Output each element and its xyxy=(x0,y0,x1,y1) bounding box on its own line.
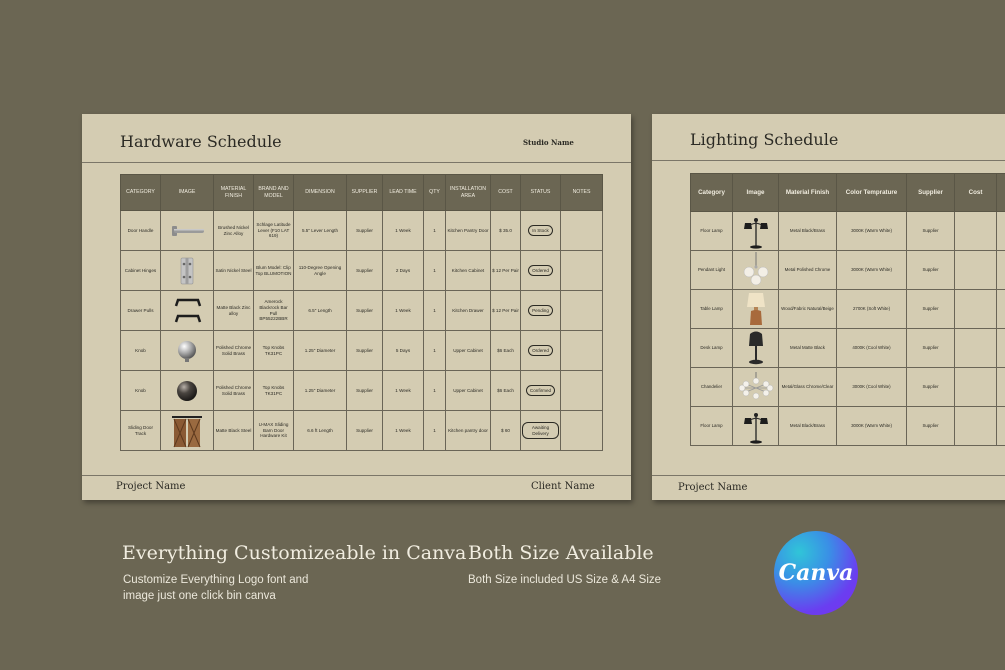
cost-cell xyxy=(955,290,997,329)
dimension-cell: 110-Degree Opening Angle xyxy=(294,251,347,291)
drawer-pull-icon xyxy=(162,296,212,326)
category-cell: Pendant Light xyxy=(691,251,733,290)
installation-area-cell: Kitchen Cabinet xyxy=(446,251,491,291)
table-row xyxy=(691,407,1005,446)
category-cell: Sliding Door Track xyxy=(121,411,161,451)
cost-cell: $6 Each xyxy=(491,371,521,411)
supplier-cell: Supplier xyxy=(907,290,955,329)
supplier-cell: Supplier xyxy=(347,371,383,411)
image-cell xyxy=(733,212,779,251)
dimension-cell: 1.25" Diameter xyxy=(294,371,347,411)
finish-cell: Metal/Glass Chrome/Clear xyxy=(779,368,837,407)
dimension-cell: 6.5" Length xyxy=(294,291,347,331)
category-cell: Floor Lamp xyxy=(691,212,733,251)
finish-cell: Polished Chrome Solid Brass xyxy=(214,371,254,411)
table-lamp-icon xyxy=(734,291,777,327)
image-cell xyxy=(733,329,779,368)
cost-cell xyxy=(955,407,997,446)
brand-cell: Blum Model: Clip Top BLUMOTION xyxy=(254,251,294,291)
installation-area-cell: Upper Cabinet xyxy=(446,371,491,411)
qty-cell: 1 xyxy=(424,211,446,251)
finish-cell: Wood/Fabric Natural/Beige xyxy=(779,290,837,329)
lighting-schedule-sheet xyxy=(652,114,1005,500)
status-cell xyxy=(521,291,561,331)
column-header: BRAND AND MODEL xyxy=(254,175,294,211)
notes-cell xyxy=(561,291,603,331)
client-name: Client Name xyxy=(531,481,595,492)
qty-cell: 1 xyxy=(424,251,446,291)
column-header: IMAGE xyxy=(161,175,214,211)
table-row xyxy=(121,411,603,451)
column-header: DIMENSION xyxy=(294,175,347,211)
status-cell xyxy=(521,211,561,251)
notes-cell xyxy=(561,331,603,371)
lead-time-cell: 5 Days xyxy=(383,331,424,371)
table-row xyxy=(121,211,603,251)
cost-cell xyxy=(955,329,997,368)
column-header: QTY xyxy=(424,175,446,211)
image-cell xyxy=(161,251,214,291)
color-temperature-cell: 4000K (Cool White) xyxy=(837,329,907,368)
cost-cell: $ 12 Per Pair xyxy=(491,251,521,291)
installation-area-cell: Upper Cabinet xyxy=(446,331,491,371)
image-cell xyxy=(733,368,779,407)
cost-cell xyxy=(955,251,997,290)
column-header: SUPPLIER xyxy=(347,175,383,211)
category-cell: Desk Lamp xyxy=(691,329,733,368)
pendant-light-icon xyxy=(734,252,777,288)
promo-heading-right: Both Size Available xyxy=(468,542,654,564)
supplier-cell: Supplier xyxy=(347,331,383,371)
category-cell: Chandelier xyxy=(691,368,733,407)
lead-time-cell: 1 Week xyxy=(383,411,424,451)
table-row xyxy=(691,290,1005,329)
lighting-title: Lighting Schedule xyxy=(690,130,839,149)
image-cell xyxy=(161,411,214,451)
qty-cell: 1 xyxy=(424,331,446,371)
supplier-cell: Supplier xyxy=(907,368,955,407)
category-cell: Knob xyxy=(121,331,161,371)
cost-cell xyxy=(955,368,997,407)
promo-heading-left: Everything Customizeable in Canva xyxy=(122,542,467,564)
project-name: Project Name xyxy=(116,481,186,492)
column-header: LEAD TIME xyxy=(383,175,424,211)
table-row xyxy=(121,371,603,411)
floor-lamp-icon xyxy=(734,408,777,444)
barn-door-icon xyxy=(162,414,212,448)
column-header: NOTES xyxy=(561,175,603,211)
image-cell xyxy=(161,211,214,251)
image-cell xyxy=(733,290,779,329)
notes-cell xyxy=(561,371,603,411)
table-row xyxy=(121,331,603,371)
image-cell xyxy=(161,331,214,371)
lead-time-cell: 1 Week xyxy=(383,371,424,411)
supplier-cell: Supplier xyxy=(907,329,955,368)
finish-cell: Matte Black Steel xyxy=(214,411,254,451)
notes-cell xyxy=(561,251,603,291)
brand-cell: Amerock Blackrock Bar Pull BP55222BBR xyxy=(254,291,294,331)
color-temperature-cell: 3000K (Cool White) xyxy=(837,368,907,407)
status-cell xyxy=(521,251,561,291)
column-header: Image xyxy=(733,174,779,212)
cost-cell xyxy=(955,212,997,251)
brand-cell: Top Knobs TK31PC xyxy=(254,331,294,371)
qty-cell: 1 xyxy=(424,371,446,411)
image-cell xyxy=(733,407,779,446)
category-cell: Drawer Pulls xyxy=(121,291,161,331)
promo-text-right: Both Size included US Size & A4 Size xyxy=(468,574,662,586)
column-header: CATEGORY xyxy=(121,175,161,211)
cut-cell xyxy=(997,212,1005,251)
status-badge: Awaiting Delivery xyxy=(522,422,559,439)
color-temperature-cell: 3000K (Warm White) xyxy=(837,212,907,251)
brand-cell: Schlage Latitude Lever (F10 LAT 619) xyxy=(254,211,294,251)
table-row xyxy=(691,212,1005,251)
cut-cell xyxy=(997,290,1005,329)
image-cell xyxy=(733,251,779,290)
cut-cell xyxy=(997,407,1005,446)
supplier-cell: Supplier xyxy=(907,212,955,251)
footer-divider xyxy=(82,475,631,476)
finish-cell: Metal Black/Brass xyxy=(779,407,837,446)
table-row xyxy=(691,368,1005,407)
footer-divider xyxy=(652,475,1005,476)
cut-cell xyxy=(997,251,1005,290)
promo-text-left-1: Customize Everything Logo font and xyxy=(123,574,309,586)
dimension-cell: 5.5" Lever Length xyxy=(294,211,347,251)
installation-area-cell: Kitchen pantry door xyxy=(446,411,491,451)
supplier-cell: Supplier xyxy=(347,251,383,291)
qty-cell: 1 xyxy=(424,411,446,451)
supplier-cell: Supplier xyxy=(347,291,383,331)
status-cell xyxy=(521,371,561,411)
hinge-icon xyxy=(162,257,212,285)
cut-cell xyxy=(997,368,1005,407)
status-badge: Pending xyxy=(528,305,553,317)
table-row xyxy=(691,329,1005,368)
dark-knob-icon xyxy=(162,379,212,403)
installation-area-cell: Kitchen Pantry Door xyxy=(446,211,491,251)
cut-cell xyxy=(997,329,1005,368)
status-badge: Confirmed xyxy=(526,385,555,397)
chandelier-icon xyxy=(734,372,777,402)
finish-cell: Metal Polished Chrome xyxy=(779,251,837,290)
desk-lamp-icon xyxy=(734,330,777,366)
column-header-cut xyxy=(997,174,1005,212)
category-cell: Table Lamp xyxy=(691,290,733,329)
category-cell: Cabinet Hinges xyxy=(121,251,161,291)
hardware-title: Hardware Schedule xyxy=(120,132,282,151)
promo-text-left-2: image just one click bin canva xyxy=(123,590,276,602)
brand-cell: U-MAX Sliding Barn Door Hardware Kit xyxy=(254,411,294,451)
supplier-cell: Supplier xyxy=(347,411,383,451)
column-header: STATUS xyxy=(521,175,561,211)
supplier-cell: Supplier xyxy=(907,407,955,446)
dimension-cell: 1.25" Diameter xyxy=(294,331,347,371)
table-row xyxy=(121,251,603,291)
column-header: INSTALLATION AREA xyxy=(446,175,491,211)
column-header: Color Temprature xyxy=(837,174,907,212)
image-cell xyxy=(161,371,214,411)
column-header: Material Finish xyxy=(779,174,837,212)
column-header: COST xyxy=(491,175,521,211)
lead-time-cell: 1 Week xyxy=(383,291,424,331)
finish-cell: Polished Chrome Solid Brass xyxy=(214,331,254,371)
door-handle-icon xyxy=(162,224,212,238)
header-divider xyxy=(652,160,1005,161)
floor-lamp-icon xyxy=(734,213,777,249)
brand-cell: Top Knobs TK31PC xyxy=(254,371,294,411)
cost-cell: $6 Each xyxy=(491,331,521,371)
status-cell xyxy=(521,411,561,451)
color-temperature-cell: 2700K (Soft White) xyxy=(837,290,907,329)
finish-cell: Metal Black/Brass xyxy=(779,212,837,251)
finish-cell: Brushed Nickel Zinc Alloy xyxy=(214,211,254,251)
lead-time-cell: 2 Days xyxy=(383,251,424,291)
color-temperature-cell: 3000K (Warm White) xyxy=(837,251,907,290)
lead-time-cell: 1 Week xyxy=(383,211,424,251)
table-row xyxy=(121,291,603,331)
studio-name: Studio Name xyxy=(523,138,574,147)
notes-cell xyxy=(561,211,603,251)
category-cell: Door Handle xyxy=(121,211,161,251)
installation-area-cell: Kitchen Drawer xyxy=(446,291,491,331)
table-row xyxy=(691,251,1005,290)
dimension-cell: 6.6 ft Length xyxy=(294,411,347,451)
canva-logo xyxy=(774,531,858,615)
supplier-cell: Supplier xyxy=(347,211,383,251)
hardware-schedule-sheet xyxy=(82,114,631,500)
header-divider xyxy=(82,162,631,163)
project-name: Project Name xyxy=(678,482,748,493)
color-temperature-cell: 3000K (Warm White) xyxy=(837,407,907,446)
cost-cell: $ 35.0 xyxy=(491,211,521,251)
category-cell: Floor Lamp xyxy=(691,407,733,446)
finish-cell: Satin Nickel Steel xyxy=(214,251,254,291)
cost-cell: $ 60 xyxy=(491,411,521,451)
column-header: MATERIAL FINISH xyxy=(214,175,254,211)
status-badge: Ordered xyxy=(528,345,553,357)
canva-logo-text: Canva xyxy=(778,560,854,586)
supplier-cell: Supplier xyxy=(907,251,955,290)
category-cell: Knob xyxy=(121,371,161,411)
notes-cell xyxy=(561,411,603,451)
finish-cell: Matte Black Zinc alloy xyxy=(214,291,254,331)
column-header: Cost xyxy=(955,174,997,212)
column-header: Category xyxy=(691,174,733,212)
status-badge: Ordered xyxy=(528,265,553,277)
cost-cell: $ 12 Per Pair xyxy=(491,291,521,331)
status-badge: In Stock xyxy=(528,225,553,237)
qty-cell: 1 xyxy=(424,291,446,331)
chrome-knob-icon xyxy=(162,339,212,363)
finish-cell: Metal Matte Black xyxy=(779,329,837,368)
hardware-table xyxy=(120,174,603,451)
lighting-table xyxy=(690,173,1005,446)
image-cell xyxy=(161,291,214,331)
column-header: Supplier xyxy=(907,174,955,212)
status-cell xyxy=(521,331,561,371)
